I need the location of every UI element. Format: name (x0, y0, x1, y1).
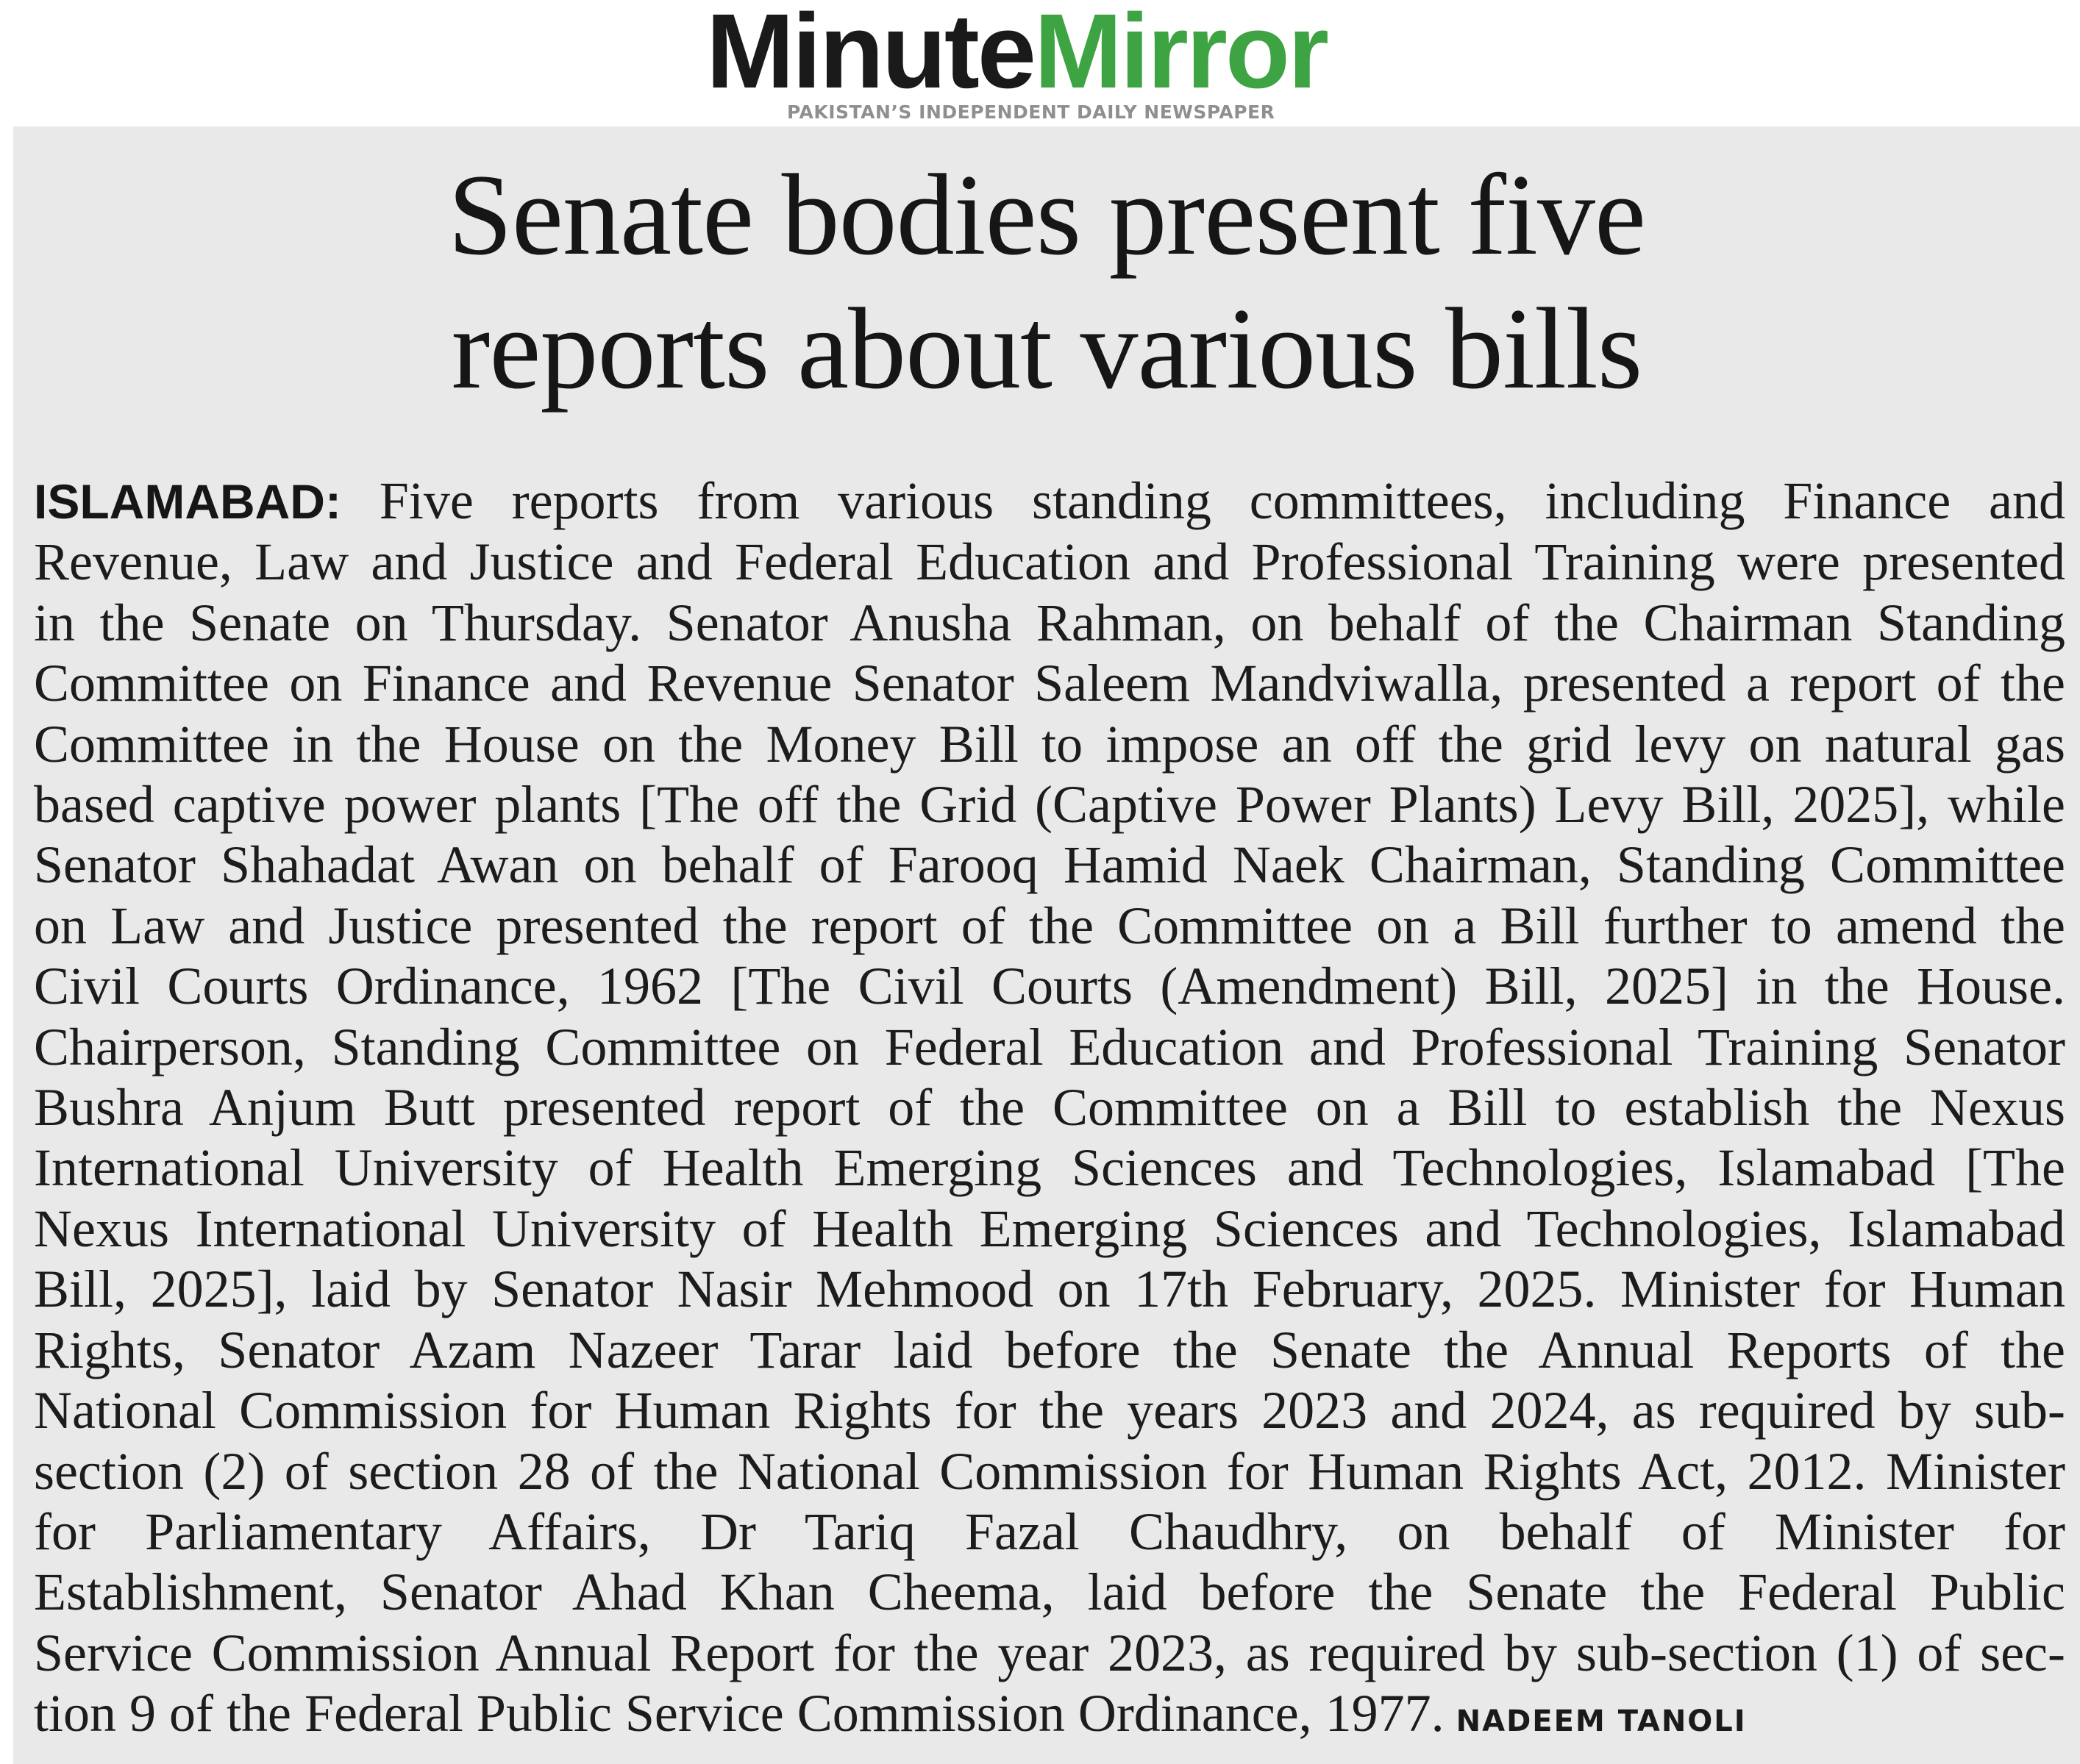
body-line: Bill, 2025], laid by Senator Nasir Mehmood on 17th February, 2025. Minister for Human (34, 1260, 2065, 1319)
body-line: Revenue, Law and Justice and Federal Education and Professional Training were presented (34, 532, 2065, 592)
body-line: Rights, Senator Azam Nazeer Tarar laid before the Senate the Annual Reports of the (34, 1320, 2065, 1379)
masthead (0, 0, 2080, 126)
article-clipping (13, 126, 2080, 1764)
body-line: Chairperson, Standing Committee on Federal Education and Professional Training Senator (34, 1017, 2065, 1076)
body-line: Nexus International University of Health Emerging Sciences and Technologies, Islamabad (34, 1199, 2065, 1258)
body-line: Bushra Anjum Butt presented report of the Committee on a Bill to establish the Nexus (34, 1078, 2065, 1138)
body-line: Committee in the House on the Money Bill to impose an off the grid levy on natural gas (34, 714, 2065, 774)
body-line: Senator Shahadat Awan on behalf of Farooq Hamid Naek Chairman, Standing Committee (34, 835, 2065, 895)
body-line: Civil Courts Ordinance, 1962 [The Civil Courts (Amendment) Bill, 2025] in the House. (34, 957, 2065, 1016)
body-line: International University of Health Emerging Sciences and Technologies, Islamabad [The (34, 1138, 2065, 1198)
headline-line: reports about various bills (451, 285, 1642, 413)
minute-mirror-logo (706, 0, 1375, 110)
body-line: in the Senate on Thursday. Senator Anusha Rahman, on behalf of the Chairman Standing (34, 593, 2065, 652)
masthead-tagline: PAKISTAN’S INDEPENDENT DAILY NEWSPAPER (787, 101, 1275, 123)
body-line: Establishment, Senator Ahad Khan Cheema, laid before the Senate the Federal Public (34, 1563, 2065, 1622)
body-line-text: Five reports from various standing committees, including Finance and (341, 471, 2065, 530)
body-line: on Law and Justice presented the report of the Committee on a Bill further to amend the (34, 896, 2065, 955)
logo-word-minute: Minute (706, 0, 1034, 110)
article-body (34, 471, 2065, 1752)
body-line-last (34, 1683, 2065, 1751)
byline: NADEEM TANOLI (1456, 1704, 1747, 1739)
body-line: based captive power plants [The off the Grid (Captive Power Plants) Levy Bill, 2025], while (34, 775, 2065, 835)
body-line: Service Commission Annual Report for the year 2023, as required by sub-section (1) of sec- (34, 1623, 2065, 1682)
body-line: Committee on Finance and Revenue Senator Saleem Mandviwalla, presented a report of the (34, 654, 2065, 713)
headline-line: Senate bodies present five (447, 151, 1646, 279)
body-line (34, 471, 2065, 532)
logo-word-mirror: Mirror (1033, 0, 1327, 110)
dateline: ISLAMABAD: (34, 474, 341, 529)
body-line: for Parliamentary Affairs, Dr Tariq Fazal Chaudhry, on behalf of Minister for (34, 1501, 2065, 1561)
body-line-text: tion 9 of the Federal Public Service Commission Ordinance, 1977. (34, 1684, 1445, 1743)
body-line: section (2) of section 28 of the National Commission for Human Rights Act, 2012. Minister (34, 1441, 2065, 1501)
article-headline (13, 149, 2080, 416)
body-line: National Commission for Human Rights for the years 2023 and 2024, as required by sub- (34, 1381, 2065, 1440)
